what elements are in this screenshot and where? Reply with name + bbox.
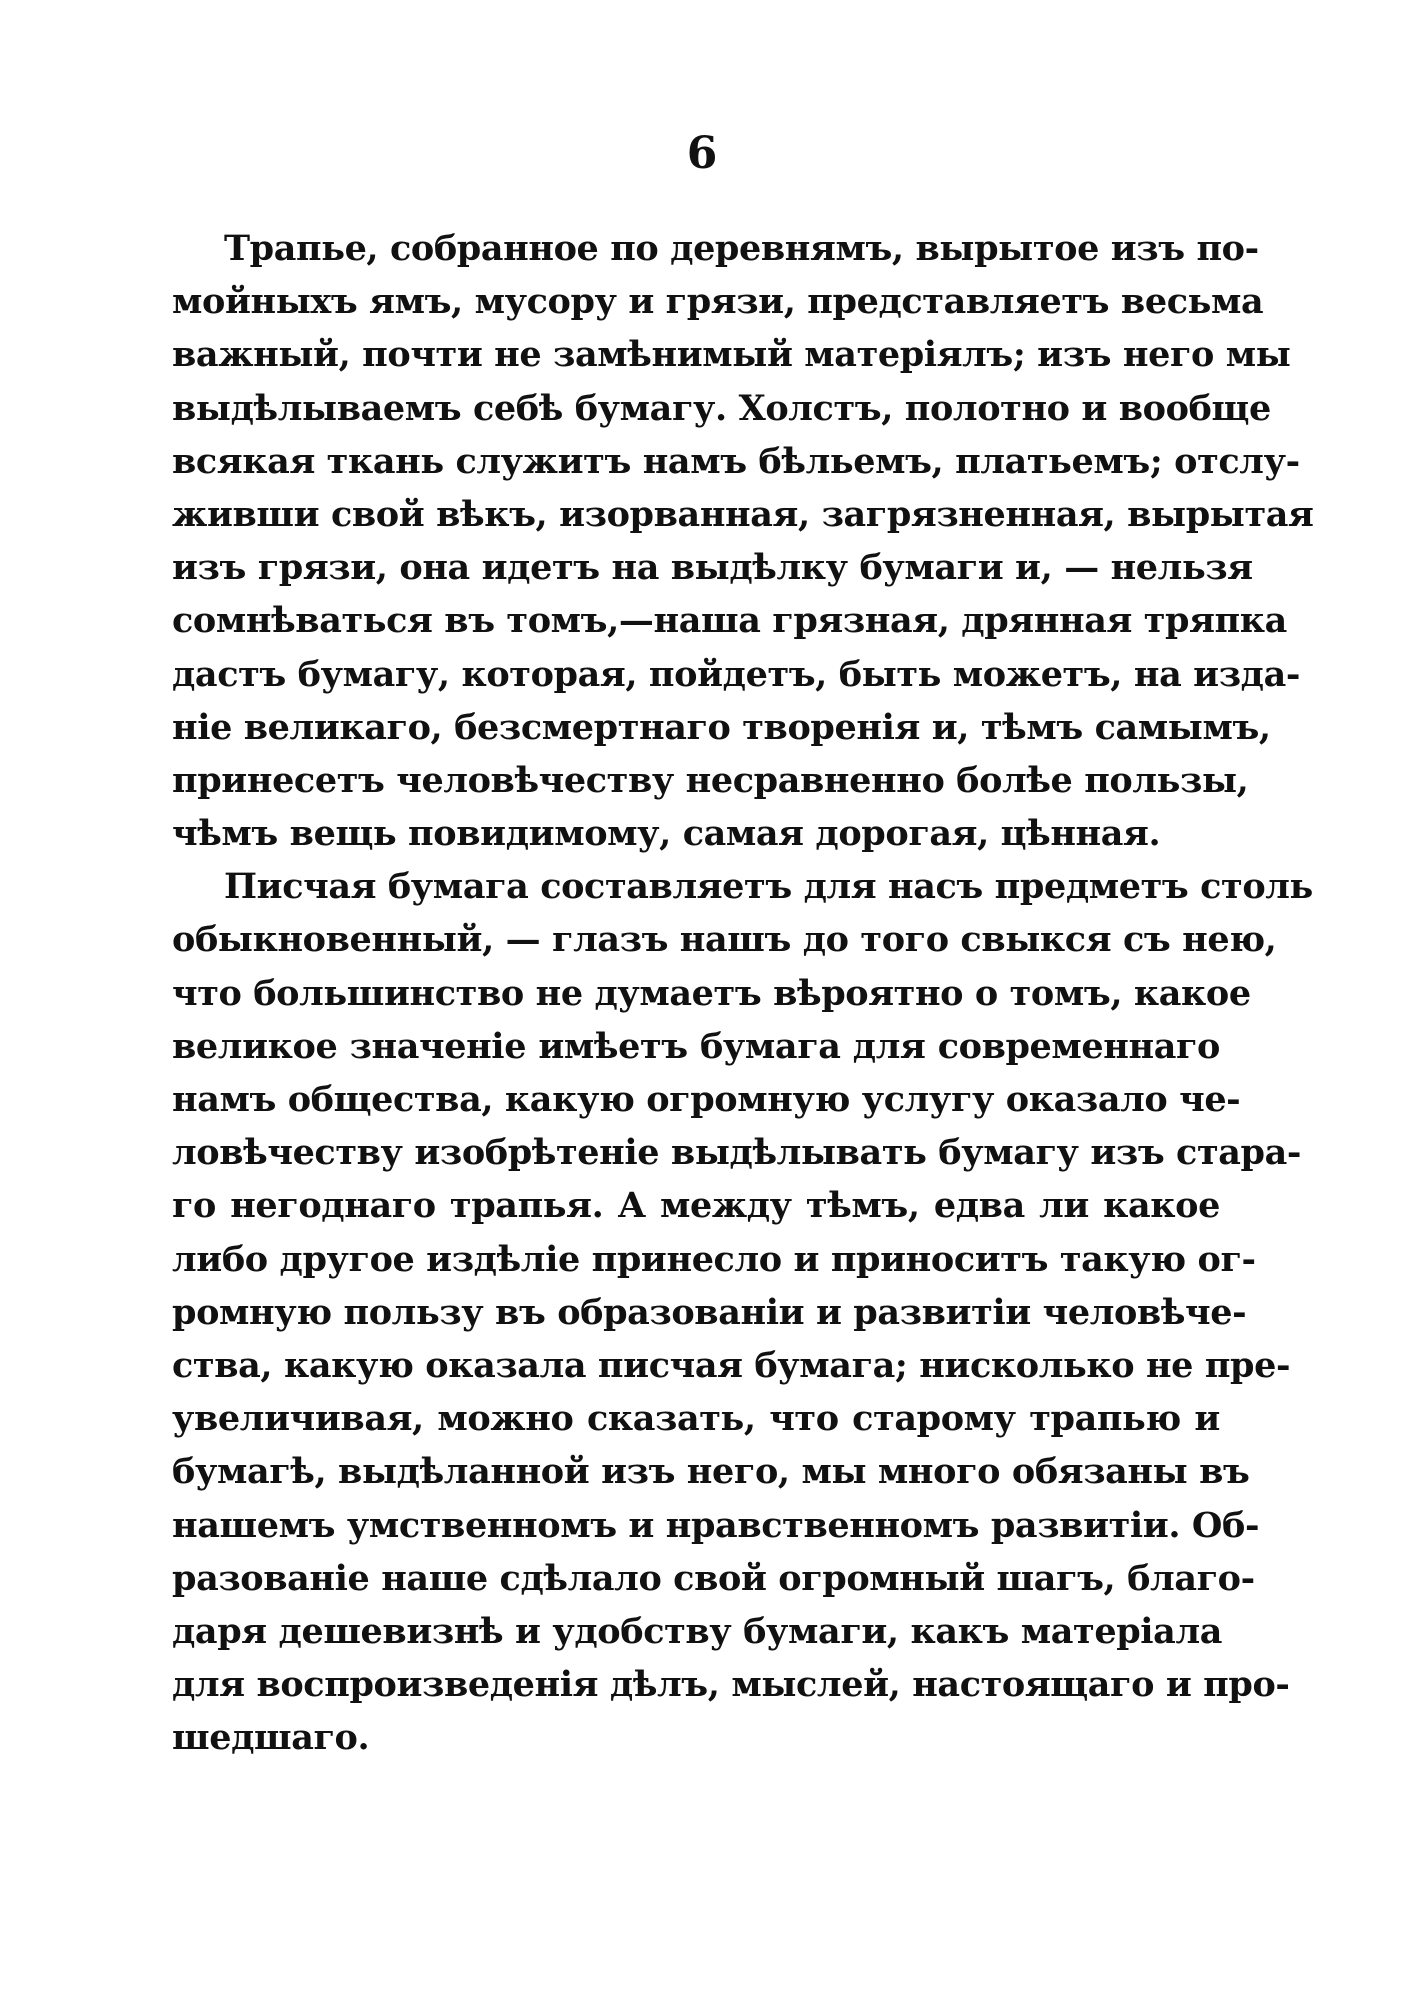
text-line: всякая ткань служитъ намъ бѣльемъ, платьемъ; отслу- [172, 440, 1300, 482]
text-line: выдѣлываемъ себѣ бумагу. Холстъ, полотно и вообще [172, 387, 1271, 429]
text-line: мойныхъ ямъ, мусору и грязи, представляетъ весьма [172, 281, 1264, 323]
text-line: чѣмъ вещь повидимому, самая дорогая, цѣнная. [172, 813, 1161, 855]
paragraph-2 [172, 860, 1313, 1764]
body-text [172, 222, 1314, 1764]
text-line: Трапье, собранное по деревнямъ, вырытое изъ по- [224, 228, 1259, 269]
text-line: ловѣчеству изобрѣтеніе выдѣлывать бумагу изъ стара- [172, 1132, 1302, 1174]
text-line: обыкновенный, — глазъ нашъ до того свыкся съ нею, [172, 919, 1277, 961]
text-line: даря дешевизнѣ и удобству бумаги, какъ матеріала [172, 1610, 1223, 1652]
text-line: изъ грязи, она идетъ на выдѣлку бумаги и, — нельзя [172, 547, 1253, 589]
text-line: намъ общества, какую огромную услугу оказало че- [172, 1079, 1241, 1120]
text-line: бумагѣ, выдѣланной изъ него, мы много обязаны въ [172, 1451, 1250, 1493]
text-line: ромную пользу въ образованіи и развитіи человѣче- [172, 1291, 1247, 1333]
text-line: либо другое издѣліе принесло и приноситъ такую ог- [172, 1238, 1256, 1280]
text-line: Писчая бумага составляетъ для насъ предметъ столь [224, 866, 1313, 908]
text-line: увеличивая, можно сказать, что старому трапью и [172, 1398, 1220, 1440]
text-line: что большинство не думаетъ вѣроятно о томъ, какое [172, 972, 1251, 1014]
text-line: дастъ бумагу, которая, пойдетъ, быть можетъ, на изда- [172, 653, 1300, 695]
text-line: важный, почти не замѣнимый матеріялъ; изъ него мы [172, 334, 1291, 376]
text-line: го негоднаго трапья. А между тѣмъ, едва ли какое [172, 1185, 1220, 1227]
text-line: сомнѣваться въ томъ,—наша грязная, дрянная тряпка [172, 600, 1287, 642]
text-line: шедшаго. [172, 1717, 370, 1759]
text-line: ніе великаго, безсмертнаго творенія и, тѣмъ самымъ, [172, 706, 1271, 748]
paragraph-1 [172, 222, 1314, 860]
text-line: принесетъ человѣчеству несравненно болѣе пользы, [172, 759, 1249, 801]
text-line: разованіе наше сдѣлало свой огромный шагъ, благо- [172, 1557, 1255, 1599]
text-line: для воспроизведенія дѣлъ, мыслей, настоящаго и про- [172, 1664, 1290, 1706]
text-line: ства, какую оказала писчая бумага; нисколько не пре- [172, 1344, 1291, 1386]
text-line: нашемъ умственномъ и нравственномъ развитіи. Об- [172, 1504, 1260, 1546]
text-line: живши свой вѣкъ, изорванная, загрязненная, вырытая [172, 493, 1314, 535]
page-number: 6 [686, 128, 718, 179]
text-line: великое значеніе имѣетъ бумага для современнаго [172, 1025, 1220, 1067]
